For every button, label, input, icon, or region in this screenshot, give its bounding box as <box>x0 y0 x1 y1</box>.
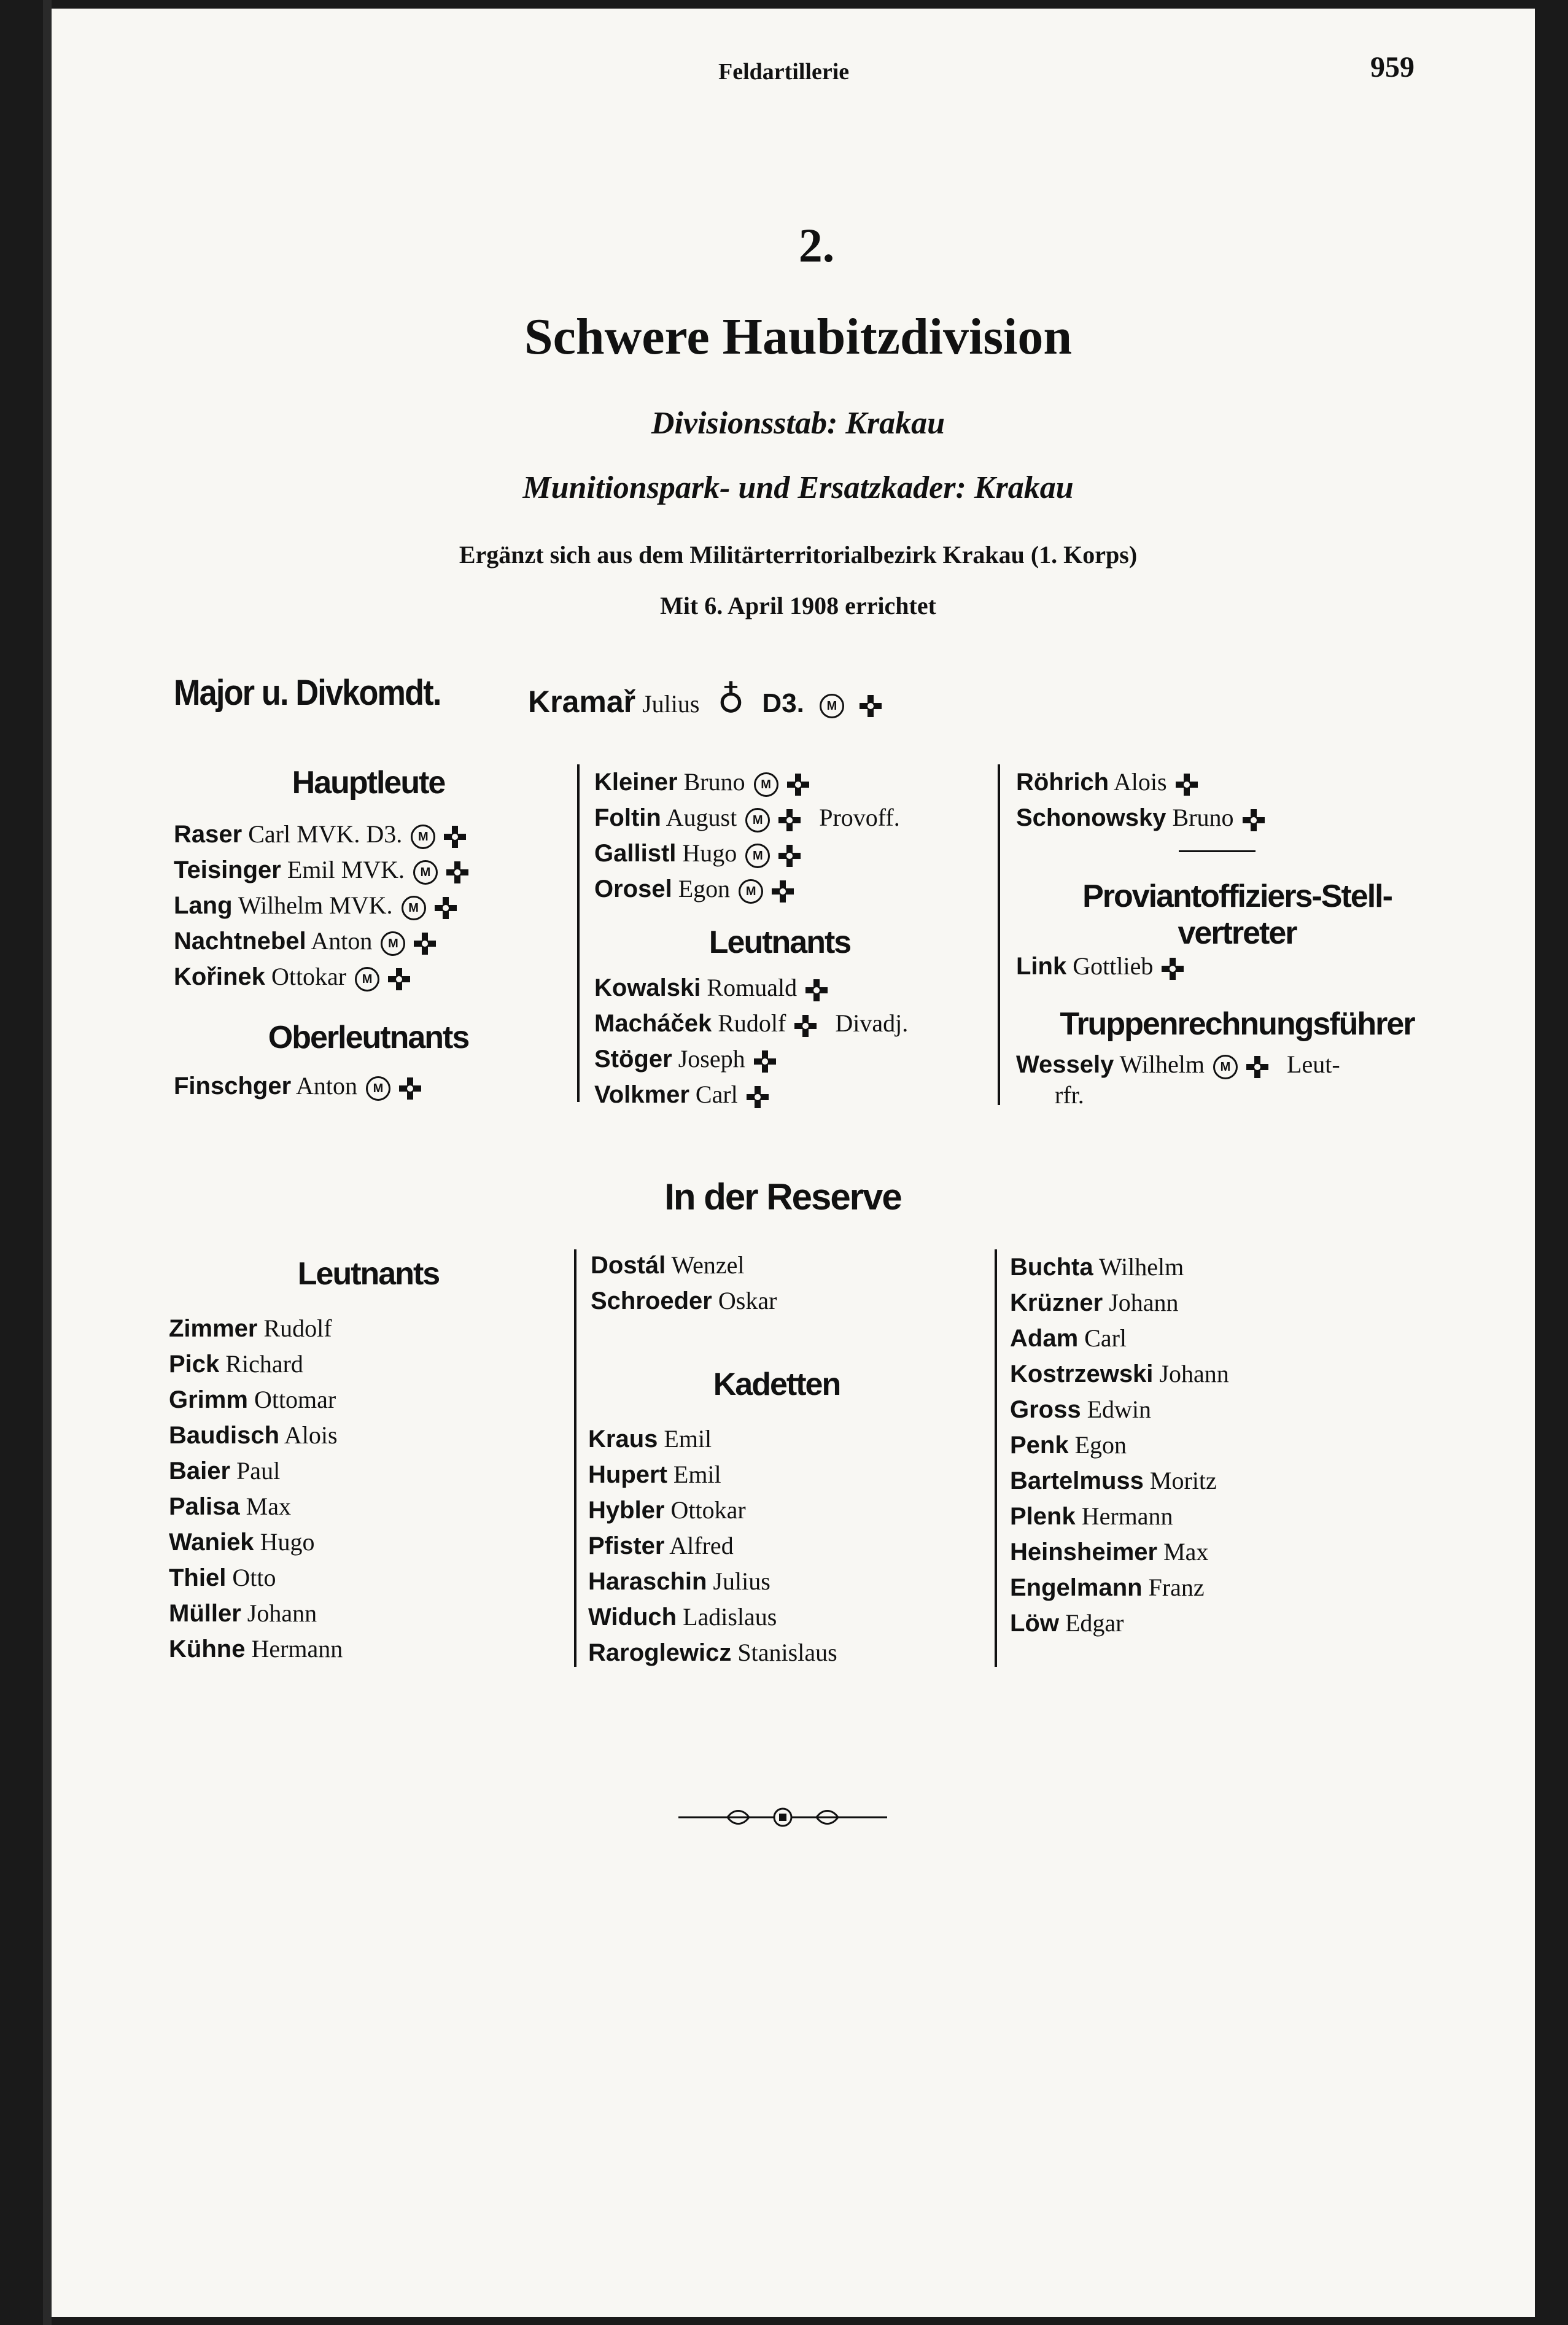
section-number: 2. <box>798 219 835 272</box>
hauptleute-list <box>174 817 470 995</box>
officer-entry <box>1016 800 1266 836</box>
officer-surname: Penk <box>1010 1432 1069 1459</box>
officer-entry <box>1010 1499 1229 1534</box>
officer-surname: Wessely <box>1016 1051 1114 1078</box>
officer-entry <box>594 764 900 800</box>
officer-given-name: Wilhelm <box>1093 1253 1184 1281</box>
right-officers-list <box>1016 764 1266 836</box>
cadre-location: Munitionspark- und Ersatzkader: Krakau <box>522 470 1074 505</box>
cross-icon <box>777 808 802 833</box>
officer-surname: Nachtnebel <box>174 928 306 955</box>
officer-given-name: Emil <box>667 1461 721 1488</box>
officer-surname: Haraschin <box>588 1568 707 1595</box>
officer-entry <box>1016 764 1266 800</box>
officer-surname: Stöger <box>594 1046 672 1073</box>
officer-surname: Link <box>1016 953 1067 980</box>
officer-entry <box>1010 1463 1229 1499</box>
officer-entry <box>174 959 470 995</box>
officer-entry <box>588 1457 837 1492</box>
officer-given-name: Stanislaus <box>731 1639 837 1666</box>
officer-entry <box>174 923 470 959</box>
officer-given-name: Johann <box>1153 1360 1229 1388</box>
heading-oberleutnants: Oberleutnants <box>268 1020 469 1055</box>
officer-entry <box>1010 1570 1229 1605</box>
cross-icon <box>745 1085 770 1109</box>
officer-entry <box>1010 1321 1229 1356</box>
officer-surname: Waniek <box>169 1529 254 1556</box>
officer-given-name: Gottlieb <box>1066 952 1154 980</box>
officer-given-name: Hermann <box>245 1635 343 1663</box>
merit-badge: M <box>402 896 426 920</box>
officer-entry <box>169 1418 343 1453</box>
officer-given-name: Franz <box>1142 1574 1205 1601</box>
officer-entry <box>1010 1392 1229 1427</box>
commander-entry <box>528 678 883 721</box>
cross-icon <box>786 772 810 797</box>
officer-surname: Buchta <box>1010 1254 1093 1281</box>
cross-icon <box>770 879 795 904</box>
merit-badge: M <box>754 772 778 797</box>
officer-entry <box>588 1528 837 1564</box>
heading-reserve-leutnants: Leutnants <box>297 1256 440 1292</box>
cross-icon <box>858 694 883 718</box>
heading-leutnants: Leutnants <box>708 925 851 960</box>
officer-surname: Kühne <box>169 1636 246 1663</box>
merit-badge: M <box>413 860 438 885</box>
officer-surname: Bartelmuss <box>1010 1467 1144 1494</box>
officer-given-name: Romuald <box>701 974 798 1001</box>
officer-given-name: Rudolf <box>257 1314 332 1342</box>
officer-entry <box>594 1006 908 1041</box>
heading-truppen: Truppenrechnungsführer <box>1060 1006 1415 1042</box>
commander-line <box>174 672 470 721</box>
cross-icon <box>793 1014 818 1038</box>
officer-surname: Raser <box>174 821 243 848</box>
officer-surname: Finschger <box>174 1073 292 1100</box>
cross-icon <box>1174 772 1199 797</box>
heading-kadetten: Kadetten <box>713 1367 840 1402</box>
merit-badge: M <box>411 825 435 849</box>
officer-surname: Palisa <box>169 1493 240 1520</box>
officer-entry <box>1016 949 1185 984</box>
officer-given-name: Emil <box>658 1425 712 1453</box>
officer-given-name: Bruno <box>1166 804 1234 831</box>
officer-surname: Kowalski <box>594 974 701 1001</box>
officer-surname: Dostál <box>591 1252 666 1279</box>
officer-given-name: Wenzel <box>666 1251 745 1279</box>
cross-icon <box>413 931 437 956</box>
officer-surname: Thiel <box>169 1564 227 1591</box>
officer-surname: Adam <box>1010 1325 1079 1352</box>
officer-entry <box>594 800 900 836</box>
commander-rank: Major u. Divkomdt. <box>174 673 441 713</box>
officer-entry <box>588 1421 837 1457</box>
officer-entry <box>1010 1605 1229 1641</box>
reserve-left-list <box>169 1311 343 1667</box>
officer-surname: Widuch <box>588 1604 677 1631</box>
officer-entry <box>594 836 900 871</box>
middle-officers-list <box>594 764 900 907</box>
kadetten-list <box>588 1421 837 1671</box>
proviant-list <box>1016 949 1185 984</box>
officer-surname: Pick <box>169 1351 220 1378</box>
officer-entry <box>1010 1534 1229 1570</box>
officer-given-name: Johann <box>1103 1289 1179 1316</box>
officer-entry <box>169 1524 343 1560</box>
reserve-middle-list <box>591 1248 777 1319</box>
officer-given-name: Max <box>239 1492 291 1520</box>
cross-icon <box>387 967 411 992</box>
officer-entry <box>174 852 470 888</box>
officer-surname: Plenk <box>1010 1503 1076 1530</box>
binding-edge <box>43 0 52 2325</box>
officer-entry <box>594 1077 908 1112</box>
officer-entry <box>169 1311 343 1346</box>
officer-surname: Kraus <box>588 1426 658 1453</box>
heading-reserve: In der Reserve <box>664 1176 901 1217</box>
officer-note: MVK. D3. <box>290 820 403 848</box>
officer-surname: Baier <box>169 1457 231 1485</box>
officer-surname: Röhrich <box>1016 769 1109 796</box>
officer-given-name: Hugo <box>676 839 737 867</box>
officer-surname: Engelmann <box>1010 1574 1143 1601</box>
cross-icon <box>445 860 470 885</box>
officer-given-name: Ottokar <box>265 963 347 990</box>
commander-decoration: D3. <box>762 688 804 718</box>
merit-badge: M <box>355 967 379 992</box>
officer-given-name: Johann <box>241 1599 317 1627</box>
officer-given-name: Bruno <box>677 768 745 796</box>
running-title: Feldartillerie <box>718 59 850 85</box>
officer-given-name: Egon <box>672 875 731 902</box>
officer-note: MVK. <box>335 856 405 883</box>
commander-given: Julius <box>642 690 700 718</box>
officer-entry <box>588 1635 837 1671</box>
officer-entry <box>588 1599 837 1635</box>
column-divider <box>577 764 580 1102</box>
officer-surname: Gallistl <box>594 840 677 867</box>
officer-given-name: Alois <box>1109 768 1167 796</box>
commander-surname: Kramař <box>528 685 636 719</box>
officer-given-name: Anton <box>291 1072 357 1100</box>
heading-proviant-1: Proviantoffiziers-Stell- <box>1082 879 1392 914</box>
officer-surname: Teisinger <box>174 856 281 883</box>
officer-given-name: Edwin <box>1081 1395 1152 1423</box>
officer-surname: Raroglewicz <box>588 1639 732 1666</box>
officer-given-name: Anton <box>306 927 373 955</box>
officer-surname: Orosel <box>594 875 672 902</box>
merit-badge: M <box>1213 1055 1238 1079</box>
officer-entry <box>169 1631 343 1667</box>
officer-note: Leut- <box>1287 1050 1340 1078</box>
officer-given-name: Ottokar <box>664 1496 746 1524</box>
officer-given-name: Edgar <box>1058 1609 1124 1637</box>
officer-entry <box>588 1564 837 1599</box>
officer-entry <box>174 817 470 852</box>
officer-surname: Baudisch <box>169 1422 280 1449</box>
officer-entry <box>174 888 470 923</box>
officer-surname: Hupert <box>588 1461 667 1488</box>
officer-note: MVK. <box>323 891 393 919</box>
officer-entry <box>169 1560 343 1596</box>
officer-entry <box>174 1068 422 1104</box>
officer-surname: Volkmer <box>594 1081 689 1108</box>
officer-surname: Gross <box>1010 1396 1081 1423</box>
cross-icon <box>443 825 467 849</box>
column-divider <box>995 1249 997 1667</box>
officer-surname: Schonowsky <box>1016 804 1166 831</box>
officer-surname: Zimmer <box>169 1315 258 1342</box>
officer-surname: Kostrzewski <box>1010 1360 1154 1388</box>
established-note: Mit 6. April 1908 errichtet <box>660 592 936 619</box>
officer-entry <box>1010 1285 1229 1321</box>
officer-surname: Macháček <box>594 1010 712 1037</box>
cross-icon <box>1245 1055 1270 1079</box>
officer-entry <box>169 1382 343 1418</box>
cross-icon <box>398 1076 422 1101</box>
officer-entry <box>1010 1249 1229 1285</box>
merit-badge: M <box>381 931 405 956</box>
recruitment-note: Ergänzt sich aus dem Militärterritorialbezirk Krakau (1. Korps) <box>459 541 1138 569</box>
cross-icon <box>1160 957 1185 981</box>
officer-given-name: Carl <box>689 1081 738 1108</box>
cross-icon <box>433 896 458 920</box>
merit-badge: M <box>739 879 763 904</box>
oberleutnants-list <box>174 1068 422 1104</box>
officer-surname: Hybler <box>588 1497 665 1524</box>
officer-entry <box>169 1346 343 1382</box>
end-ornament-icon <box>678 1805 887 1830</box>
cross-icon <box>753 1049 777 1074</box>
officer-given-name: Paul <box>230 1457 281 1485</box>
officer-given-name: Julius <box>707 1567 770 1595</box>
column-divider <box>574 1249 576 1667</box>
officer-entry <box>169 1489 343 1524</box>
officer-entry <box>594 871 900 907</box>
officer-entry <box>1016 1047 1340 1082</box>
officer-surname: Kleiner <box>594 769 678 796</box>
section-title: Schwere Haubitzdivision <box>524 308 1073 365</box>
officer-given-name: Richard <box>219 1350 303 1378</box>
cross-icon <box>777 844 802 868</box>
officer-entry <box>594 1041 908 1077</box>
staff-location: Divisionsstab: Krakau <box>651 406 945 441</box>
officer-surname: Schroeder <box>591 1287 712 1314</box>
officer-surname: Grimm <box>169 1386 248 1413</box>
commander-symbol: ♁ <box>717 678 745 721</box>
cross-icon <box>1241 808 1266 833</box>
heading-hauptleute: Hauptleute <box>292 765 445 801</box>
officer-entry <box>169 1453 343 1489</box>
officer-surname: Pfister <box>588 1532 665 1559</box>
officer-entry <box>591 1283 777 1319</box>
officer-given-name: Otto <box>226 1564 276 1591</box>
officer-entry <box>1010 1356 1229 1392</box>
officer-given-name: Oskar <box>712 1287 777 1314</box>
heading-proviant-2: vertreter <box>1178 915 1297 951</box>
reserve-right-list <box>1010 1249 1229 1641</box>
merit-badge: M <box>820 694 844 718</box>
officer-given-name: Ottomar <box>247 1386 336 1413</box>
merit-badge: M <box>745 844 770 868</box>
officer-given-name: Wilhelm <box>232 891 324 919</box>
officer-surname: Löw <box>1010 1610 1059 1637</box>
officer-note: Provoff. <box>819 804 900 831</box>
officer-given-name: August <box>661 804 737 831</box>
truppen-list <box>1016 1047 1340 1082</box>
officer-given-name: Egon <box>1068 1431 1127 1459</box>
page-number: 959 <box>1370 51 1415 83</box>
officer-entry <box>594 970 908 1006</box>
officer-given-name: Ladislaus <box>677 1603 777 1631</box>
cross-icon <box>804 978 829 1003</box>
officer-surname: Krüzner <box>1010 1289 1103 1316</box>
officer-given-name: Alois <box>279 1421 338 1449</box>
truppen-note-continued: rfr. <box>1055 1081 1084 1109</box>
officer-given-name: Hermann <box>1075 1502 1173 1530</box>
officer-given-name: Carl <box>242 820 291 848</box>
officer-given-name: Joseph <box>672 1045 745 1073</box>
merit-badge: M <box>745 808 770 833</box>
officer-surname: Foltin <box>594 804 661 831</box>
officer-given-name: Alfred <box>664 1532 734 1559</box>
officer-surname: Heinsheimer <box>1010 1539 1158 1566</box>
officer-given-name: Emil <box>281 856 335 883</box>
officer-entry <box>591 1248 777 1283</box>
officer-entry <box>169 1596 343 1631</box>
merit-badge: M <box>366 1076 390 1101</box>
officer-given-name: Carl <box>1078 1324 1127 1352</box>
officer-given-name: Moritz <box>1143 1467 1217 1494</box>
officer-entry <box>1010 1427 1229 1463</box>
officer-given-name: Hugo <box>254 1528 315 1556</box>
short-rule <box>1179 850 1256 852</box>
officer-note: Divadj. <box>835 1009 909 1037</box>
officer-given-name: Rudolf <box>712 1009 786 1037</box>
officer-entry <box>588 1492 837 1528</box>
officer-given-name: Wilhelm <box>1114 1050 1205 1078</box>
column-divider <box>998 764 1000 1105</box>
officer-given-name: Max <box>1157 1538 1209 1566</box>
officer-surname: Müller <box>169 1600 241 1627</box>
leutnants-list <box>594 970 908 1112</box>
officer-surname: Kořinek <box>174 963 265 990</box>
officer-surname: Lang <box>174 892 233 919</box>
